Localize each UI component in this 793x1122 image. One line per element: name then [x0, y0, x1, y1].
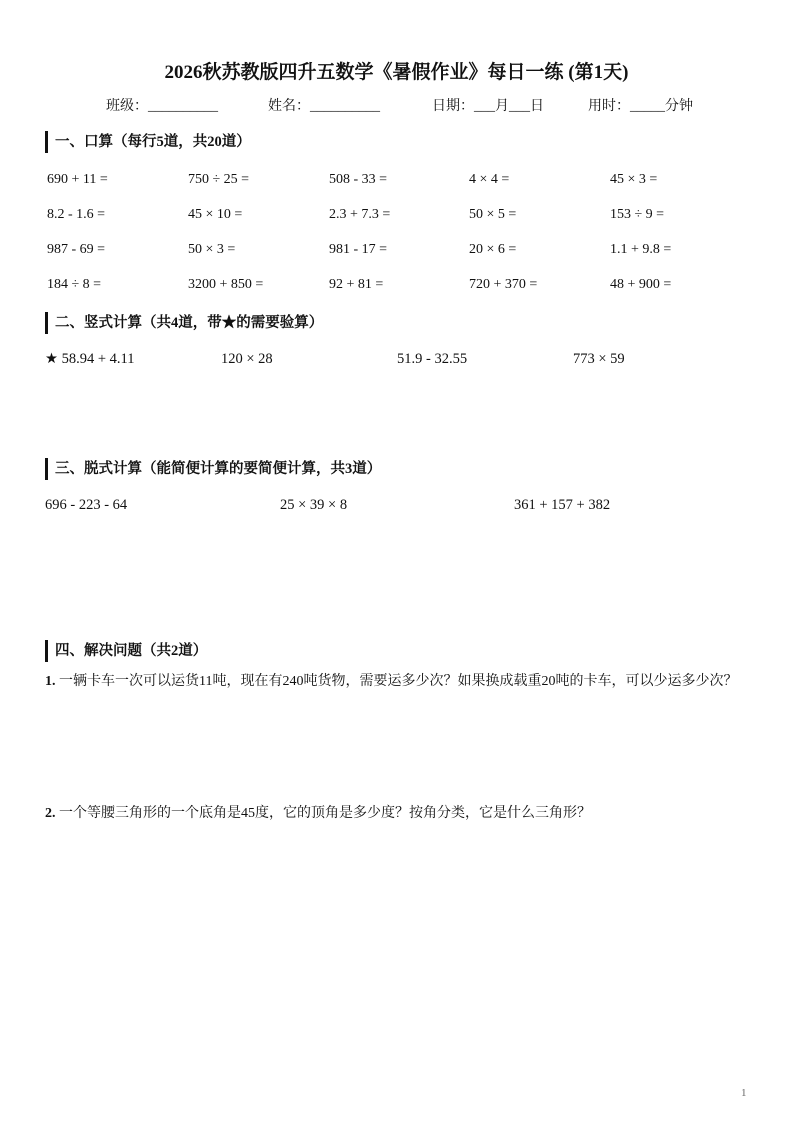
mental-math-item: 690 + 11 =: [47, 172, 108, 187]
mental-math-item: 981 - 17 =: [329, 242, 388, 257]
mental-math-item: 153 ÷ 9 =: [610, 207, 665, 222]
section-heading-mental-math: 一、口算（每行5道，共20道）: [45, 131, 251, 153]
question-number: 1.: [45, 674, 56, 689]
mental-math-item: 50 × 5 =: [469, 207, 517, 222]
mental-math-item: 4 × 4 =: [469, 172, 510, 187]
mental-math-item: 987 - 69 =: [47, 242, 106, 257]
word-problem: [45, 672, 737, 692]
step-calc-item: 696 - 223 - 64: [45, 497, 128, 513]
question-number: 2.: [45, 806, 56, 821]
mental-math-item: 8.2 - 1.6 =: [47, 207, 106, 222]
mental-math-item: 3200 + 850 =: [188, 277, 264, 292]
vertical-calc-item: 773 × 59: [573, 351, 625, 367]
step-calc-item: 361 + 157 + 382: [514, 497, 611, 513]
mental-math-item: 50 × 3 =: [188, 242, 236, 257]
section-heading-step-calc: 三、脱式计算（能简便计算的要简便计算，共3道）: [45, 458, 381, 480]
section-heading-vertical-calc: 二、竖式计算（共4道，带★的需要验算）: [45, 312, 323, 334]
time-field: 用时：_____分钟: [588, 99, 693, 114]
page-title: 2026秋苏教版四升五数学《暑假作业》每日一练 (第1天): [164, 62, 629, 83]
mental-math-item: 1.1 + 9.8 =: [610, 242, 672, 257]
step-calc-item: 25 × 39 × 8: [280, 497, 348, 513]
mental-math-item: 45 × 3 =: [610, 172, 658, 187]
mental-math-item: 2.3 + 7.3 =: [329, 207, 391, 222]
question-text: 一辆卡车一次可以运货11吨，现在有240吨货物，需要运多少次？如果换成载重20吨的卡车，可以少运多少次？: [55, 674, 738, 689]
word-problem: [45, 804, 591, 824]
vertical-calc-item: 120 × 28: [221, 351, 273, 367]
page-number: 1: [741, 1087, 747, 1099]
mental-math-item: 184 ÷ 8 =: [47, 277, 102, 292]
date-field: 日期：___月___日: [432, 99, 544, 114]
vertical-calc-item: 51.9 - 32.55: [397, 351, 468, 367]
vertical-calc-item: ★ 58.94 + 4.11: [45, 351, 135, 367]
name-field: 姓名：__________: [268, 99, 380, 114]
question-text: 一个等腰三角形的一个底角是45度，它的顶角是多少度？按角分类，它是什么三角形？: [55, 806, 591, 821]
mental-math-item: 92 + 81 =: [329, 277, 384, 292]
mental-math-item: 48 + 900 =: [610, 277, 672, 292]
mental-math-item: 750 ÷ 25 =: [188, 172, 250, 187]
class-field: 班级：__________: [106, 99, 218, 114]
mental-math-item: 20 × 6 =: [469, 242, 517, 257]
mental-math-item: 508 - 33 =: [329, 172, 388, 187]
section-heading-word-problems: 四、解决问题（共2道）: [45, 640, 207, 662]
mental-math-item: 45 × 10 =: [188, 207, 243, 222]
mental-math-item: 720 + 370 =: [469, 277, 538, 292]
